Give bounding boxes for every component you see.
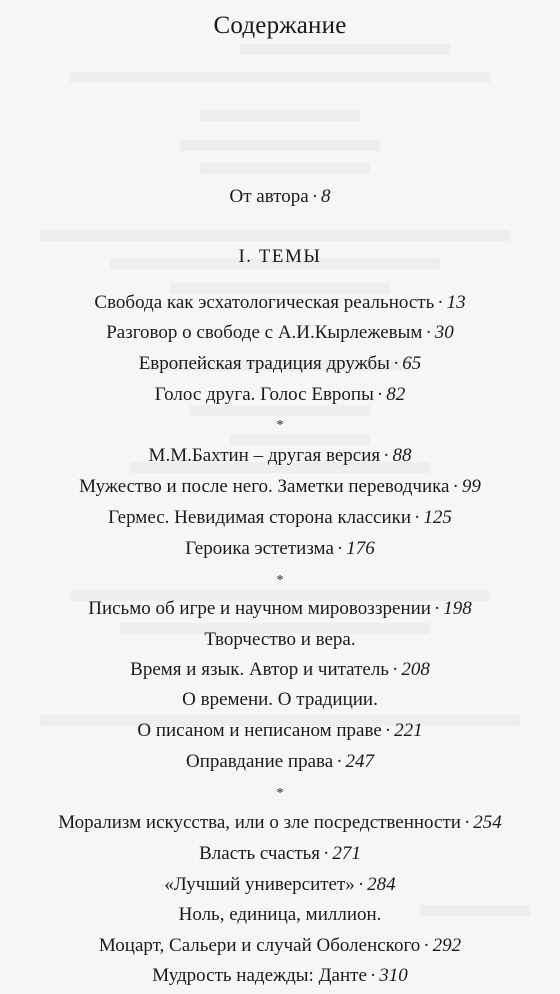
toc-entry xyxy=(0,873,560,897)
entry-title: Письмо об игре и научном мировоззрении xyxy=(88,598,431,619)
entry-title: Творчество и вера. xyxy=(204,629,356,650)
entry-separator-dot: · xyxy=(437,292,444,313)
toc-entry xyxy=(0,475,560,499)
entry-page: 284 xyxy=(367,874,396,895)
toc-entry xyxy=(0,964,560,988)
entry-title: Время и язык. Автор и читатель xyxy=(130,659,389,680)
entry-separator-dot: · xyxy=(452,476,459,497)
toc-entry-preface xyxy=(0,185,560,209)
entry-separator-dot: · xyxy=(357,874,365,895)
entry-separator-dot: · xyxy=(463,812,471,833)
entry-page: 65 xyxy=(402,353,422,374)
section-separator: * xyxy=(276,418,284,433)
entry-separator-dot: · xyxy=(414,507,421,528)
entry-separator-dot: · xyxy=(384,720,392,741)
entry-title: От автора xyxy=(229,186,309,207)
entry-title: Мужество и после него. Заметки переводчика xyxy=(79,476,450,497)
entry-title: Оправдание права xyxy=(185,751,334,772)
toc-entry xyxy=(0,352,560,376)
entry-title: Гермес. Невидимая сторона классики xyxy=(108,507,412,528)
entry-page: 198 xyxy=(443,598,472,619)
entry-separator-dot: · xyxy=(376,384,384,405)
page-title: Содержание xyxy=(213,12,347,39)
entry-title: Свобода как эсхатологическая реальность xyxy=(94,292,435,313)
entry-title: Голос друга. Голос Европы xyxy=(154,384,374,405)
entry-separator-dot: · xyxy=(392,353,400,374)
entry-separator-dot: · xyxy=(391,659,399,680)
toc-entry xyxy=(0,291,560,315)
entry-page: 99 xyxy=(461,476,481,497)
entry-page: 13 xyxy=(446,292,466,313)
entry-page: 247 xyxy=(345,751,375,772)
entry-page: 82 xyxy=(386,384,406,405)
entry-page: 208 xyxy=(401,659,430,680)
entry-title: Власть счастья xyxy=(199,843,321,864)
toc-entry xyxy=(0,719,560,743)
entry-title: «Лучший университет» xyxy=(164,874,355,895)
toc-entry xyxy=(0,537,560,561)
toc-entry xyxy=(0,321,560,345)
entry-title: Разговор о свободе с А.И.Кырлежевым xyxy=(106,322,423,343)
entry-title: Героика эстетизма xyxy=(185,538,334,559)
entry-page: 221 xyxy=(394,720,423,741)
entry-page: 8 xyxy=(321,186,331,207)
entry-title: М.М.Бахтин – другая версия xyxy=(148,445,381,466)
toc-entry xyxy=(0,811,560,835)
toc-entry xyxy=(0,444,560,468)
toc-entry xyxy=(0,383,560,407)
entry-title: Моцарт, Сальери и случай Оболенского xyxy=(98,935,421,956)
section-separator: * xyxy=(276,573,284,588)
entry-separator-dot: · xyxy=(425,322,432,343)
entry-title: О времени. О традиции. xyxy=(182,689,378,710)
entry-title: Ноль, единица, миллион. xyxy=(178,904,382,925)
toc-entry xyxy=(0,903,560,927)
toc-entry xyxy=(0,597,560,621)
entry-page: 30 xyxy=(434,322,454,343)
entry-page: 125 xyxy=(423,507,452,528)
entry-separator-dot: · xyxy=(323,843,330,864)
toc-entry xyxy=(0,658,560,682)
entry-separator-dot: · xyxy=(383,445,390,466)
entry-separator-dot: · xyxy=(433,598,441,619)
section-separator: * xyxy=(276,786,284,801)
entry-title: О писаном и неписаном праве xyxy=(137,720,382,741)
entry-page: 88 xyxy=(392,445,412,466)
entry-page: 310 xyxy=(379,965,408,986)
entry-separator-dot: · xyxy=(311,186,319,207)
toc-entry xyxy=(0,750,560,774)
toc-entry xyxy=(0,934,560,958)
toc-entry xyxy=(0,628,560,652)
toc-entry xyxy=(0,506,560,530)
entry-page: 254 xyxy=(473,812,502,833)
entry-page: 271 xyxy=(332,843,361,864)
toc-entry xyxy=(0,842,560,866)
section-heading: I. ТЕМЫ xyxy=(238,246,322,267)
entry-page: 292 xyxy=(432,935,462,956)
entry-separator-dot: · xyxy=(336,538,344,559)
entry-title: Морализм искусства, или о зле посредственности xyxy=(58,812,461,833)
entry-title: Европейская традиция дружбы xyxy=(138,353,390,374)
entry-separator-dot: · xyxy=(423,935,430,956)
entry-separator-dot: · xyxy=(336,751,343,772)
entry-title: Мудрость надежды: Данте xyxy=(152,965,367,986)
entry-separator-dot: · xyxy=(369,965,377,986)
toc-entry xyxy=(0,688,560,712)
entry-page: 176 xyxy=(346,538,375,559)
